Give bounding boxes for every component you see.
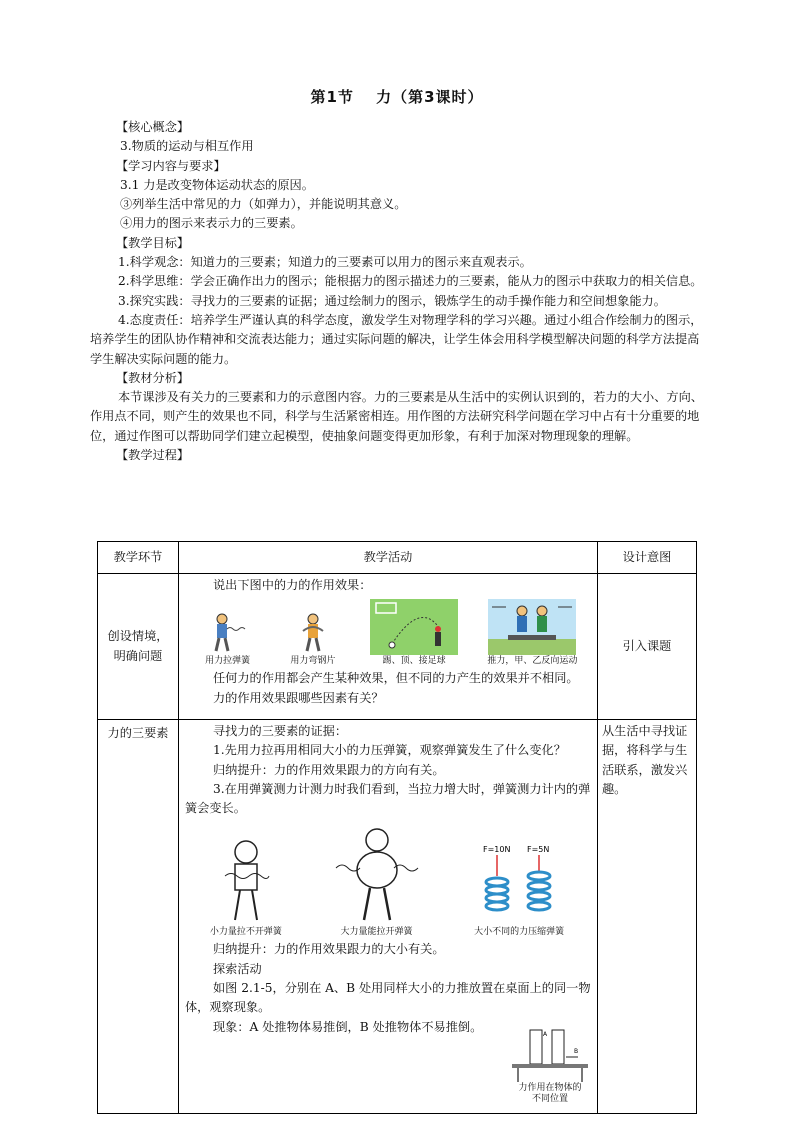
pull-spring-illustration (200, 611, 256, 655)
activity-line: 3.在用弹簧测力计测力时我们看到，当拉力增大时，弹簧测力计内的弹簧会变长。 (185, 781, 591, 816)
table-row (98, 574, 697, 720)
figure-caption: 大小不同的力压缩弹簧 (474, 927, 565, 938)
process-table (97, 541, 697, 1114)
activity-intro: 说出下图中的力的作用效果： (213, 578, 372, 592)
figure-caption: 推力，甲、乙反向运动 (487, 656, 578, 667)
effect-figures (185, 599, 592, 667)
figure-caption: 踢、顶、接足球 (382, 656, 446, 667)
spring-label: F=5N (527, 845, 550, 855)
figure-caption: 小力量拉不开弹簧 (209, 927, 282, 938)
figure-spring-compress (471, 842, 567, 938)
point-label: B (574, 1047, 579, 1055)
figure-push (487, 599, 577, 667)
activity-line: 归纳提升：力的作用效果跟力的大小有关。 (213, 942, 445, 957)
content-item: ③列举生活中常见的力（如弹力），并能说明其意义。 (120, 197, 407, 212)
push-illustration (488, 599, 576, 655)
core-item: 3.物质的运动与相互作用 (120, 139, 254, 154)
analysis-text: 本节课涉及有关力的三要素和力的示意图内容。力的三要素是从生活中的实例认识到的，若力的大小、方向、作用点不同，则产生的效果也不同，科学与生活紧密相连。用作图的方法研究科学问题在学习中占有十分重要的地位，通过作图可以帮助同学们建立起模型，使抽象问题变得更加形象，有利于加深对物理现象的理解。 (90, 390, 703, 443)
core-heading: 【核心概念】 (116, 120, 190, 134)
activity-line: 1.先用力拉再用相同大小的力压弹簧，观察弹簧发生了什么变化？ (213, 743, 566, 758)
analysis-heading: 【教材分析】 (116, 370, 190, 385)
intent-cell: 从生活中寻找证据，将科学与生活联系，激发兴趣。 (598, 720, 697, 1114)
activity-line: 归纳提升：力的作用效果跟力的方向有关。 (213, 762, 445, 777)
football-illustration (370, 599, 458, 655)
activity-cell (179, 574, 598, 720)
activity-line: 寻找力的三要素的证据： (213, 724, 348, 738)
goal-item: 3.探究实践：寻找力的三要素的证据；通过绘制力的图示，锻炼学生的动手操作能力和空间想象能力。 (118, 293, 666, 308)
spring-compress-illustration (471, 842, 567, 926)
intro-section (90, 118, 705, 465)
figure-caption: 大力量能拉开弹簧 (340, 927, 413, 938)
header-activity: 教学活动 (179, 542, 598, 574)
spring-figures (185, 826, 592, 938)
phenomenon-block (185, 1018, 592, 1105)
activity-cell (179, 720, 598, 1114)
goal-item: 4.态度责任：培养学生严谨认真的科学态度，激发学生对物理学科的学习兴趣。通过小组合作绘制力的图示，培养学生的团队协作精神和交流表达能力；通过实际问题的解决，让学生体会用科学模型解决问题的科学方法提高学生解决实际问题的能力。 (90, 312, 703, 366)
spring-label: F=10N (483, 845, 511, 855)
figure-bend-steel (285, 611, 341, 667)
activity-question: 力的作用效果跟哪些因素有关？ (213, 690, 384, 705)
figure-caption: 力作用在物体的不同位置 (518, 1082, 582, 1104)
point-label: A (543, 1030, 548, 1038)
figure-caption: 用力弯钢片 (290, 656, 336, 667)
activity-line: 现象：A 处推物体易推倒，B 处推物体不易推倒。 (213, 1019, 483, 1034)
content-item: ④用力的图示来表示力的三要素。 (120, 216, 303, 231)
table-row (98, 720, 697, 1114)
header-intent: 设计意图 (598, 542, 697, 574)
content-item: 3.1 力是改变物体运动状态的原因。 (120, 177, 314, 192)
page-title: 第1节 力（第3课时） (310, 88, 484, 106)
activity-text: 任何力的作用都会产生某种效果，但不同的力产生的效果并不相同。 (213, 671, 579, 686)
figure-push-position (508, 1026, 592, 1105)
intent-cell: 引入课题 (598, 574, 697, 720)
bend-steel-illustration (285, 611, 341, 655)
goals-heading: 【教学目标】 (116, 235, 190, 250)
activity-line: 如图 2.1-5，分别在 A、B 处用同样大小的力推放置在桌面上的同一物体，观察现象。 (185, 981, 591, 1015)
process-heading: 【教学过程】 (116, 448, 190, 463)
push-position-illustration (508, 1026, 592, 1082)
figure-caption: 用力拉弹簧 (205, 656, 251, 667)
table-header-row (98, 542, 697, 574)
header-stage: 教学环节 (98, 542, 179, 574)
stage-cell: 力的三要素 (98, 720, 179, 1114)
large-force-illustration (332, 826, 422, 926)
goal-item: 2.科学思维：学会正确作出力的图示；能根据力的图示描述力的三要素，能从力的图示中获取力的相关信息。 (118, 274, 703, 289)
content-heading: 【学习内容与要求】 (116, 158, 226, 173)
figure-small-force (210, 836, 282, 938)
figure-pull-spring (200, 611, 256, 667)
small-force-illustration (211, 836, 281, 926)
stage-cell: 创设情境，明确问题 (98, 574, 179, 720)
activity-line: 探索活动 (213, 961, 262, 976)
figure-football (370, 599, 458, 667)
figure-large-force (332, 826, 422, 938)
goal-item: 1.科学观念：知道力的三要素；知道力的三要素可以用力的图示来直观表示。 (118, 255, 532, 270)
